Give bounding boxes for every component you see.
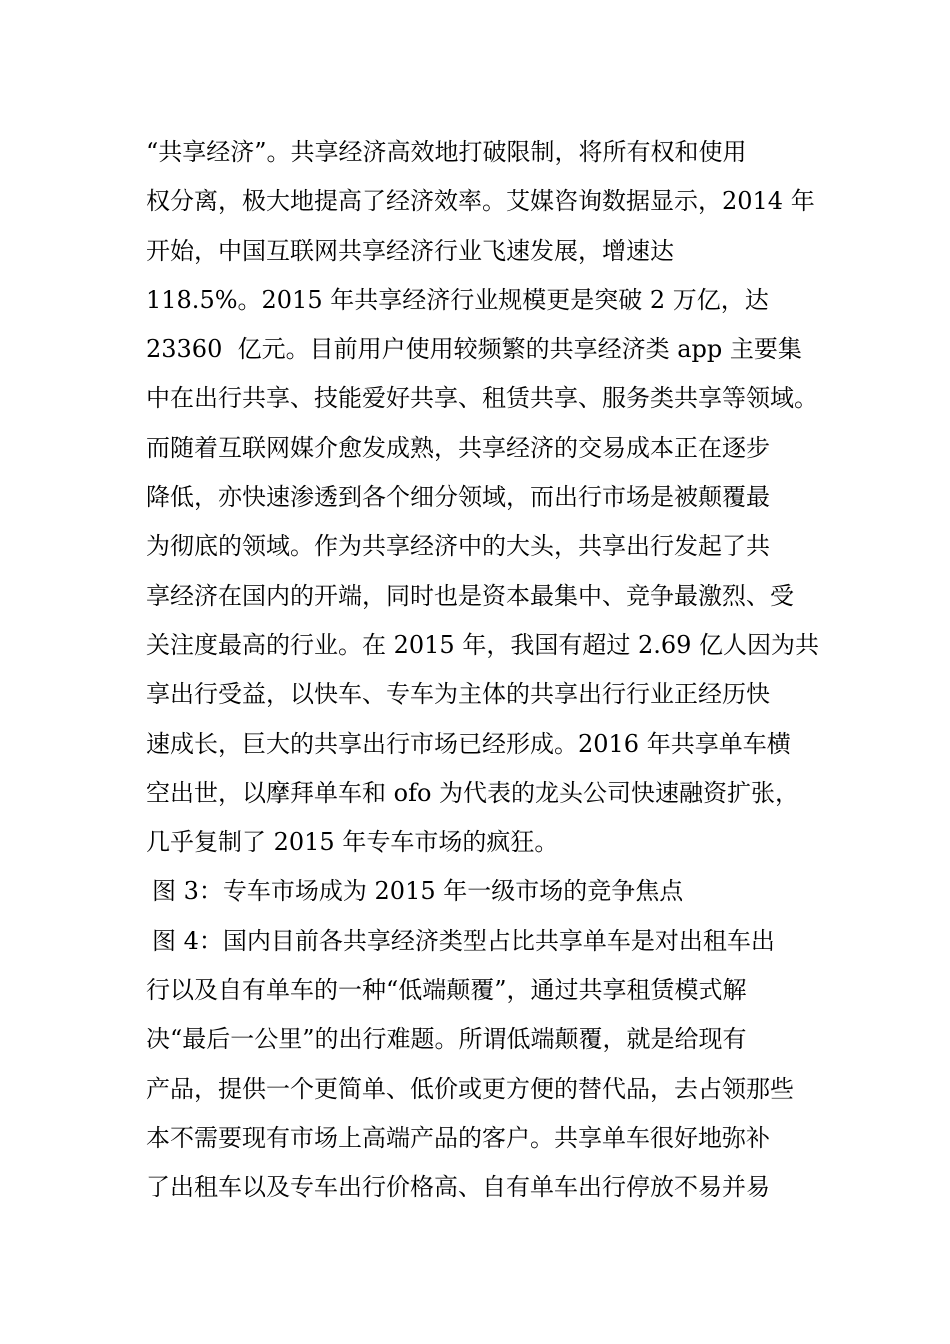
figure-4-caption: 图 4：国内目前各共享经济类型占比共享单车是对出租车出 <box>152 926 775 955</box>
paragraph-line: 享出行受益，以快车、专车为主体的共享出行行业正经历快 <box>146 680 770 709</box>
paragraph-line: 几乎复制了 2015 年专车市场的疯狂。 <box>146 828 559 857</box>
paragraph-line: 了出租车以及专车出行价格高、自有单车出行停放不易并易 <box>146 1173 770 1202</box>
paragraph-line: 118.5%。2015 年共享经济行业规模更是突破 2 万亿，达 <box>146 285 769 314</box>
paragraph-line: 享经济在国内的开端，同时也是资本最集中、竞争最激烈、受 <box>146 581 794 610</box>
paragraph-line: 速成长，巨大的共享出行市场已经形成。2016 年共享单车横 <box>146 729 791 758</box>
paragraph-line: “共享经济”。共享经济高效地打破限制，将所有权和使用 <box>146 138 747 166</box>
paragraph-line: 开始，中国互联网共享经济行业飞速发展，增速达 <box>146 236 674 265</box>
figure-3-caption: 图 3：专车市场成为 2015 年一级市场的竞争焦点 <box>152 877 684 906</box>
paragraph-line: 为彻底的领域。作为共享经济中的大头，共享出行发起了共 <box>146 532 770 561</box>
paragraph-line: 而随着互联网媒介愈发成熟，共享经济的交易成本正在逐步 <box>146 433 770 462</box>
paragraph-line: 产品，提供一个更简单、低价或更方便的替代品，去占领那些 <box>146 1074 794 1103</box>
paragraph-line: 决“最后一公里”的出行难题。所谓低端颠覆，就是给现有 <box>146 1025 747 1054</box>
paragraph-line: 关注度最高的行业。在 2015 年，我国有超过 2.69 亿人因为共 <box>146 630 820 659</box>
body-text <box>146 128 826 1213</box>
paragraph-line: 空出世，以摩拜单车和 ofo 为代表的龙头公司快速融资扩张， <box>146 778 800 807</box>
paragraph-line: 行以及自有单车的一种“低端颠覆”，通过共享租赁模式解 <box>146 976 747 1005</box>
paragraph-line: 23360 亿元。目前用户使用较频繁的共享经济类 app 主要集 <box>146 335 802 364</box>
paragraph-line: 中在出行共享、技能爱好共享、租赁共享、服务类共享等领域。 <box>146 384 818 413</box>
paragraph-line: 权分离，极大地提高了经济效率。艾媒咨询数据显示，2014 年 <box>146 187 815 216</box>
paragraph-line: 本不需要现有市场上高端产品的客户。共享单车很好地弥补 <box>146 1123 770 1152</box>
paragraph-line: 降低，亦快速渗透到各个细分领域，而出行市场是被颠覆最 <box>146 483 770 512</box>
